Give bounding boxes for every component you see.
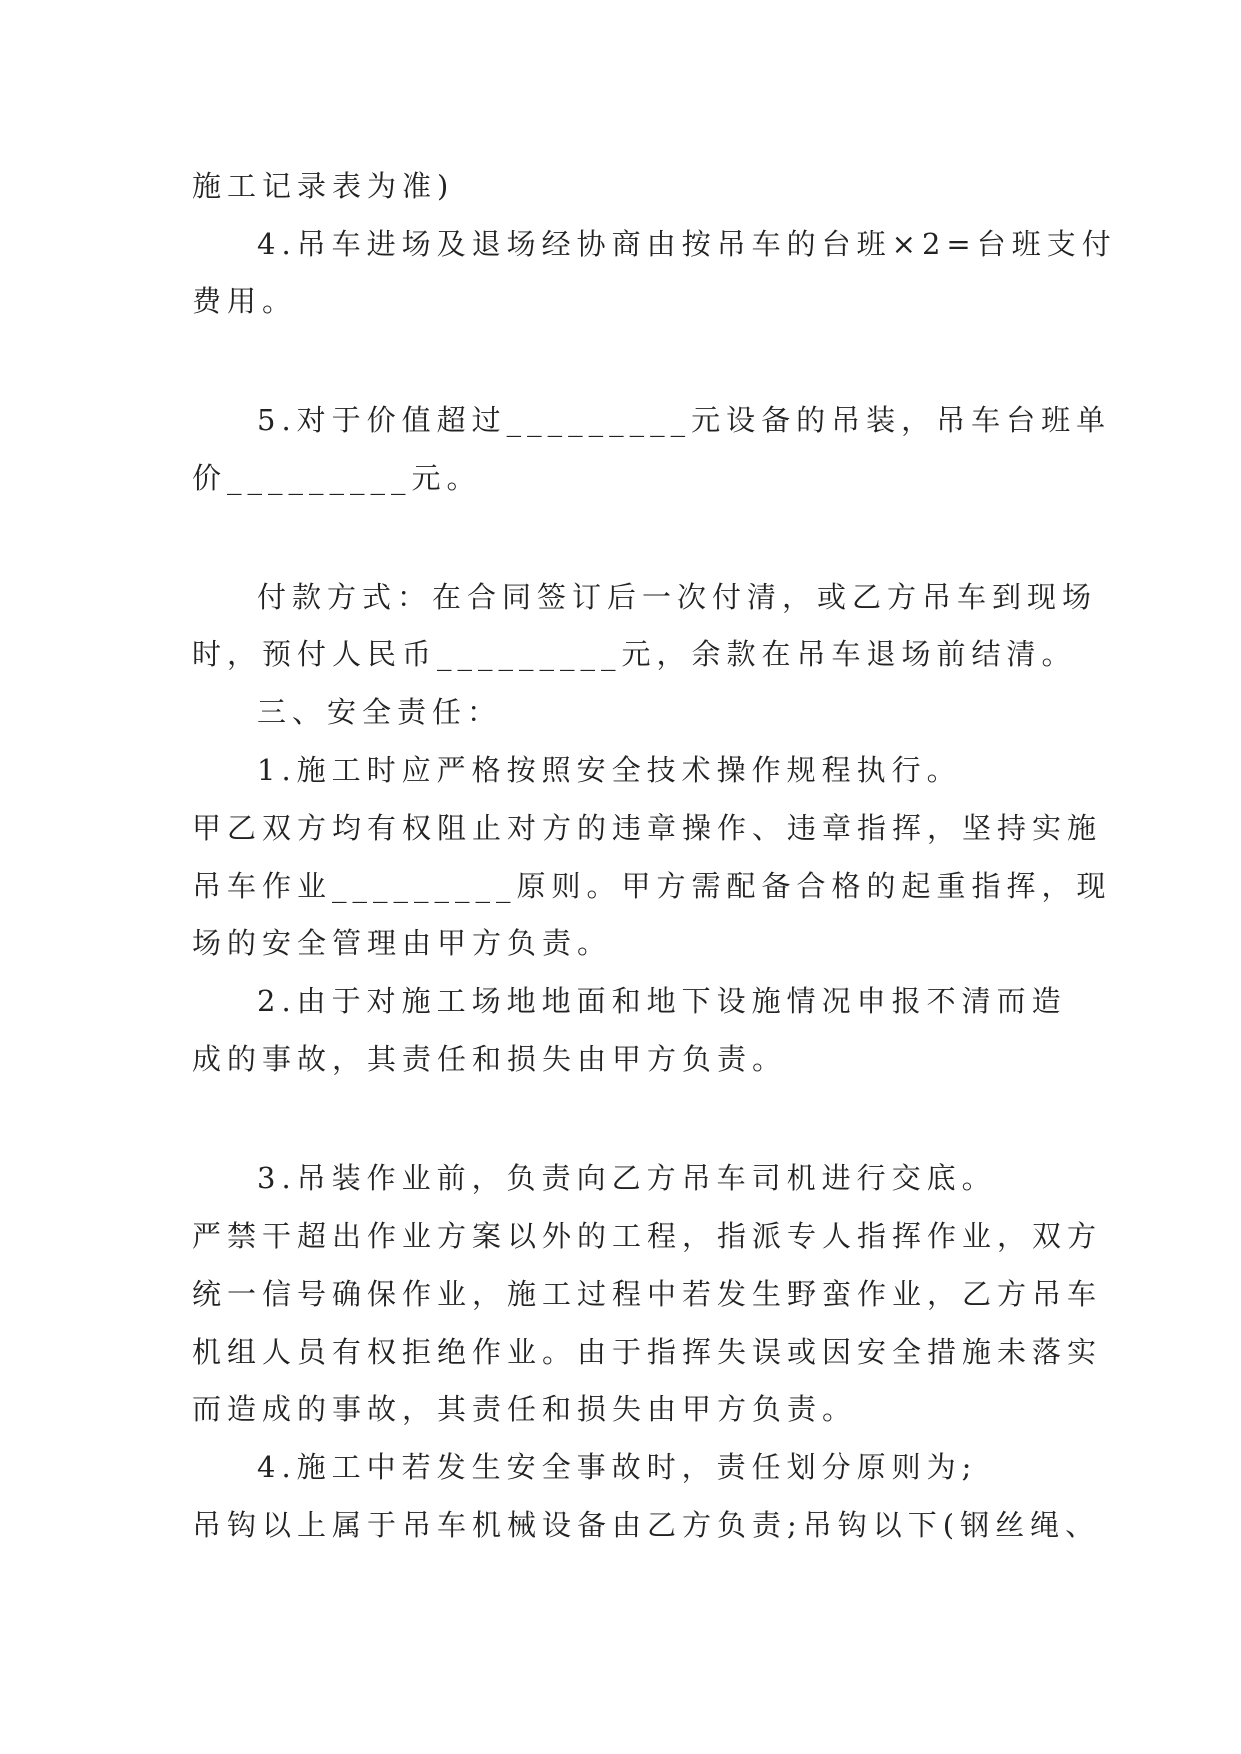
section-heading: 三、安全责任：	[257, 695, 503, 729]
text-line-14: 成的事故，其责任和损失由甲方负责。	[192, 1042, 788, 1076]
text-line-2: 4.吊车进场及退场经协商由按吊车的台班×2=台班支付	[257, 227, 1117, 261]
text-line-19: 而造成的事故，其责任和损失由甲方负责。	[192, 1392, 858, 1426]
text-line-4: 5.对于价值超过_________元设备的吊装，吊车台班单	[257, 403, 1112, 437]
text-line-6: 付款方式：在合同签订后一次付清，或乙方吊车到现场	[257, 580, 1098, 614]
text-line-18: 机组人员有权拒绝作业。由于指挥失误或因安全措施未落实	[192, 1335, 1103, 1369]
text-line-3: 费用。	[192, 284, 298, 318]
text-line-15: 3.吊装作业前，负责向乙方吊车司机进行交底。	[257, 1161, 997, 1195]
text-line-5: 价_________元。	[192, 461, 482, 495]
text-line-13: 2.由于对施工场地地面和地下设施情况申报不清而造	[257, 984, 1067, 1018]
text-line-7: 时，预付人民币_________元，余款在吊车退场前结清。	[192, 637, 1077, 671]
text-line-17: 统一信号确保作业，施工过程中若发生野蛮作业，乙方吊车	[192, 1277, 1103, 1311]
text-line-12: 场的安全管理由甲方负责。	[192, 926, 613, 960]
text-line-11: 吊车作业_________原则。甲方需配备合格的起重指挥，现	[192, 869, 1112, 903]
text-line-1: 施工记录表为准)	[192, 169, 455, 203]
text-line-20: 4.施工中若发生安全事故时，责任划分原则为;	[257, 1450, 978, 1484]
text-line-10: 甲乙双方均有权阻止对方的违章操作、违章指挥，坚持实施	[192, 811, 1103, 845]
text-line-9: 1.施工时应严格按照安全技术操作规程执行。	[257, 753, 962, 787]
text-line-16: 严禁干超出作业方案以外的工程，指派专人指挥作业，双方	[192, 1219, 1103, 1253]
text-line-21: 吊钩以上属于吊车机械设备由乙方负责;吊钩以下(钢丝绳、	[192, 1508, 1101, 1542]
